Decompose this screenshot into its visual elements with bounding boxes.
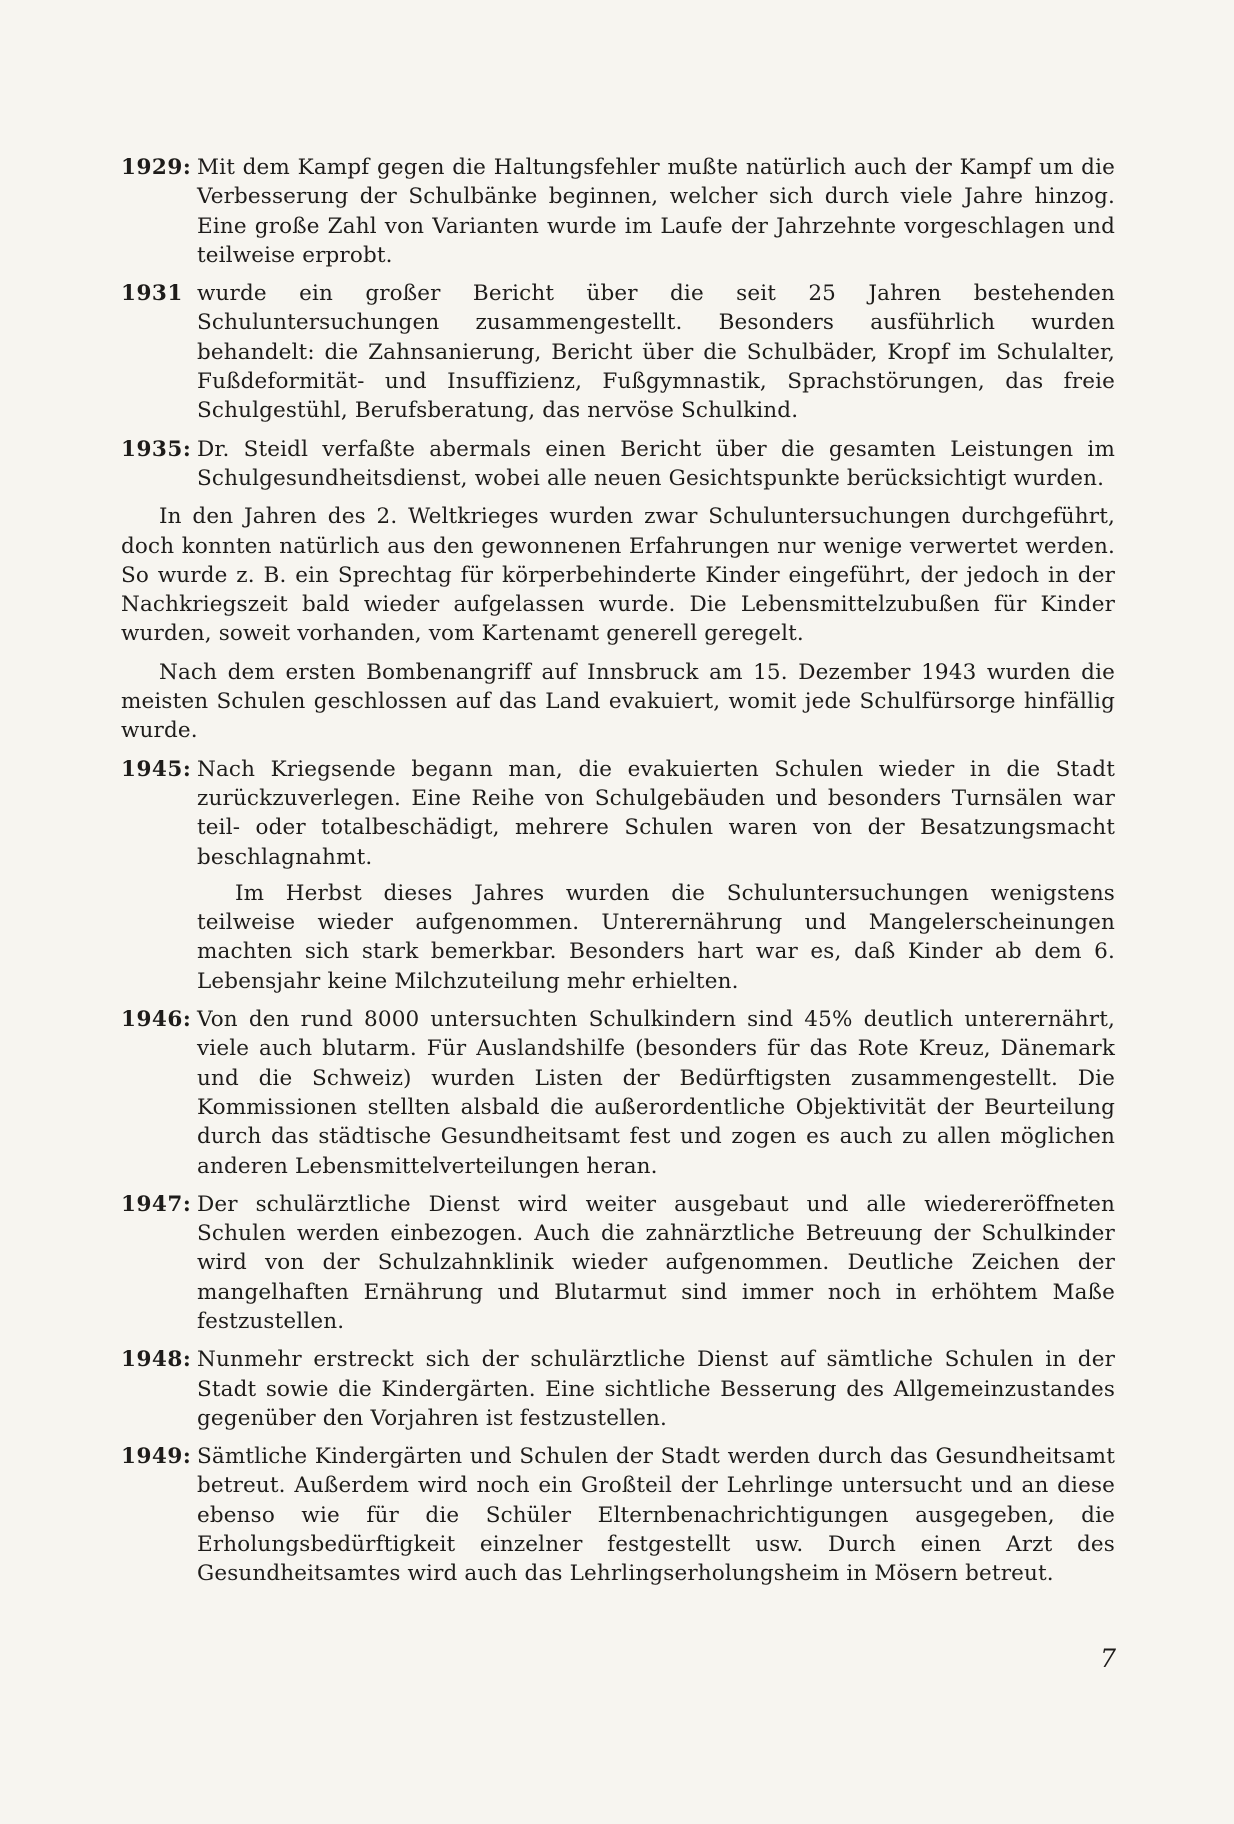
entry-body [197, 153, 1115, 270]
body-paragraph-war-years: In den Jahren des 2. Weltkrieges wurden zwar Schuluntersuchungen durchgeführt, doch konnten natürlich aus den gewonnenen Erfahrungen nur wenige verwertet werden. So wurde z. B. ein Sprechtag für körperbehinderte Kinder eingeführt, der jedoch in der Nachkriegszeit bald wieder aufgelassen wurde. Die Lebensmittelzubußen für Kinder wurden, soweit vorhanden, vom Kartenamt generell geregelt. [121, 504, 1115, 647]
entry-body [197, 1442, 1115, 1588]
chronicle-entry-1931 [121, 279, 1115, 425]
entry-paragraph: Der schulärztliche Dienst wird weiter ausgebaut und alle wiedereröffneten Schulen werden einbezogen. Auch die zahnärztliche Betreuung der Schulkinder wird von der Schulzahnklinik wieder aufgenommen. Deutliche Zeichen der mangelhaften Ernährung und Blutarmut sind immer noch in erhöhtem Maße festzustellen. [197, 1191, 1115, 1334]
entry-year: 1935: [121, 436, 192, 462]
entry-year: 1947: [121, 1191, 192, 1217]
entry-body [197, 755, 1115, 996]
entry-year: 1931 [121, 281, 183, 307]
body-paragraph-bombing: Nach dem ersten Bombenangriff auf Innsbruck am 15. Dezember 1943 wurden die meisten Schulen geschlossen auf das Land evakuiert, womit jede Schulfürsorge hinfällig wurde. [121, 659, 1115, 744]
entry-paragraph: Im Herbst dieses Jahres wurden die Schuluntersuchungen wenigstens teilweise wieder aufgenommen. Unterernährung und Mangelerscheinungen machten sich stark bemerkbar. Besonders hart war es, daß Kinder ab dem 6. Lebensjahr keine Milchzuteilung mehr erhielten. [197, 880, 1115, 994]
entry-body [197, 1190, 1115, 1336]
chronicle-entry-1947 [121, 1190, 1115, 1336]
entry-year: 1929: [121, 155, 192, 180]
entry-paragraph: Dr. Steidl verfaßte abermals einen Bericht über die gesamten Leistungen im Schulgesundheitsdienst, wobei alle neuen Gesichtspunkte berücksichtigt wurden. [197, 436, 1115, 491]
chronicle-entry-1945 [121, 755, 1115, 996]
page-number: 7 [1100, 1644, 1116, 1673]
chronicle-entry-1935 [121, 435, 1115, 494]
entry-body [197, 435, 1115, 494]
entry-paragraph: wurde ein großer Bericht über die seit 25 Jahren bestehenden Schuluntersuchungen zusammengestellt. Besonders ausführlich wurden behandelt: die Zahnsanierung, Bericht über die Schulbäder, Kropf im Schulalter, Fußdeformität- und Insuffizienz, Fußgymnastik, Sprachstörungen, das freie Schulgestühl, Berufsberatung, das nervöse Schulkind. [197, 281, 1115, 424]
entry-year: 1946: [121, 1007, 192, 1033]
entry-year: 1948: [121, 1347, 192, 1373]
chronicle-entry-1949 [121, 1442, 1115, 1588]
entry-year: 1945: [121, 756, 192, 782]
document-body [121, 153, 1115, 1598]
entry-body [197, 1005, 1115, 1181]
entry-paragraph: Mit dem Kampf gegen die Haltungsfehler mußte natürlich auch der Kampf um die Verbesserung der Schulbänke beginnen, welcher sich durch viele Jahre hinzog. Eine große Zahl von Varianten wurde im Laufe der Jahrzehnte vorgeschlagen und teilweise erprobt. [197, 155, 1115, 268]
entry-paragraph: Nunmehr erstreckt sich der schulärztliche Dienst auf sämtliche Schulen in der Stadt sowie die Kindergärten. Eine sichtliche Besserung des Allgemeinzustandes gegenüber den Vorjahren ist festzustellen. [197, 1347, 1115, 1431]
chronicle-entry-1929 [121, 153, 1115, 270]
entry-body [197, 1345, 1115, 1433]
entry-body [197, 279, 1115, 425]
chronicle-entry-1948 [121, 1345, 1115, 1433]
entry-paragraph: Nach Kriegsende begann man, die evakuierten Schulen wieder in die Stadt zurückzuverlegen. Eine Reihe von Schulgebäuden und besonders Turnsälen war teil- oder totalbeschädigt, mehrere Schulen waren von der Besatzungsmacht beschlagnahmt. [197, 756, 1115, 870]
chronicle-entry-1946 [121, 1005, 1115, 1181]
entry-paragraph: Von den rund 8000 untersuchten Schulkindern sind 45% deutlich unterernährt, viele auch blutarm. Für Auslandshilfe (besonders für das Rote Kreuz, Dänemark und die Schweiz) wurden Listen der Bedürftigsten zusammengestellt. Die Kommissionen stellten alsbald die außerordentliche Objektivität der Beurteilung durch das städtische Gesundheitsamt fest und zogen es auch zu allen möglichen anderen Lebensmittelverteilungen heran. [197, 1007, 1115, 1179]
entry-paragraph: Sämtliche Kindergärten und Schulen der Stadt werden durch das Gesundheitsamt betreut. Außerdem wird noch ein Großteil der Lehrlinge untersucht und an diese ebenso wie für die Schüler Elternbenachrichtigungen ausgegeben, die Erholungsbedürftigkeit einzelner festgestellt usw. Durch einen Arzt des Gesundheitsamtes wird auch das Lehrlingserholungsheim in Mösern betreut. [197, 1444, 1115, 1587]
entry-year: 1949: [121, 1444, 192, 1470]
